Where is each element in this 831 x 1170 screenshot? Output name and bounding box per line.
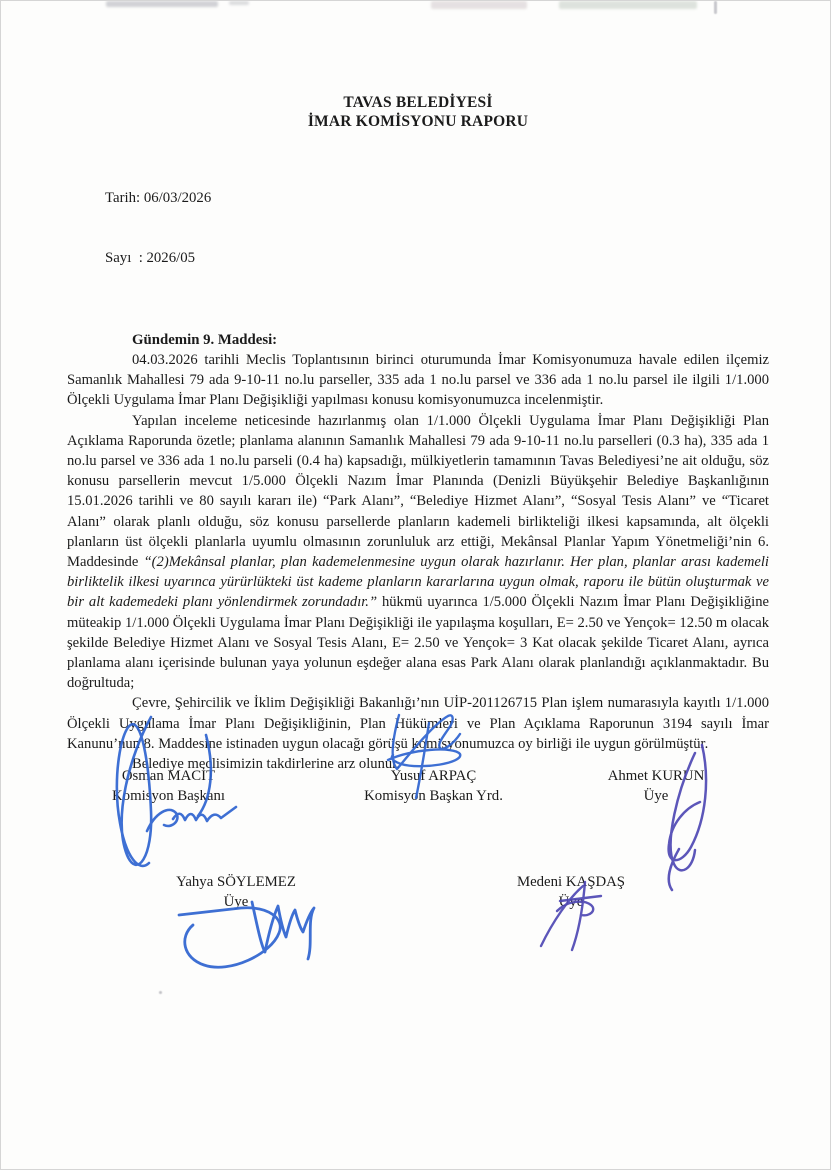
signer-name: Ahmet KURUN bbox=[607, 768, 705, 784]
signer-name: Osman MACİT bbox=[121, 768, 216, 784]
signer-block-medeni-kasdas bbox=[491, 872, 651, 912]
signer-block-yahya-soylemez bbox=[156, 872, 316, 912]
regulation-quote: “(2)Mekânsal planlar, plan kademelenmesine uygun olarak hazırlanır. Her plan, planlar arası kademeli birliktelik ilkesi uyarınca yürürlükteki üst kademe planların kararlarına uygun olmak, raporu ile bütün oluşturmak ve bir alt kademedeki planı yönlendirmek zorundadır.” bbox=[67, 554, 769, 611]
signer-block-ahmet-kurun bbox=[576, 766, 736, 806]
signer-title: Üye bbox=[643, 788, 669, 804]
title-line-2: İMAR KOMİSYONU RAPORU bbox=[307, 113, 529, 130]
document-title bbox=[67, 93, 769, 131]
paragraph-review bbox=[67, 411, 769, 694]
signer-title: Üye bbox=[558, 894, 584, 910]
signer-title: Üye bbox=[223, 894, 249, 910]
document-body bbox=[67, 1, 769, 774]
paragraph-ministry: Çevre, Şehircilik ve İklim Değişikliği Bakanlığı’nın UİP-201126715 Plan işlem numarasıyla kayıtlı 1/1.000 Ölçekli Uygulama İmar Planı Değişikliğinin, Plan Hükümleri ve Plan Açıklama Raporunun 3194 sayılı İmar Kanunu’nun 8. Maddesine istinaden uygun olacağı görüşü komisyonumuzca oy birliği ile uygun görülmüştür. bbox=[67, 695, 769, 752]
signer-title: Komisyon Başkanı bbox=[111, 788, 226, 804]
signer-block-osman-macit bbox=[81, 766, 256, 806]
date-line: Tarih: 06/03/2026 bbox=[105, 190, 212, 206]
agenda-heading: Gündemin 9. Maddesi: bbox=[132, 332, 278, 348]
paragraph-intro: 04.03.2026 tarihli Meclis Toplantısının birinci oturumunda İmar Komisyonumuza havale edilen ilçemiz Samanlık Mahallesi 79 ada 9-10-11 no.lu parseller, 335 ada 1 no.lu parsel ve 336 ada 1 no.lu parsel ile ilgili 1/1.000 Ölçekli Uygulama İmar Planı Değişikliği yapılması konusu komisyonumuzca incelenmiştir. bbox=[67, 352, 769, 409]
review-text-after-quote: hükmü uyarınca 1/5.000 Ölçekli Nazım İmar Planı Değişikliğine müteakip 1/1.000 Ölçekli Uygulama İmar Planı Değişikliği ile yapılaşma koşulları, E= 2.50 ve Yençok= 12.50 m olacak şekilde Belediye Hizmet Alanı ve Sosyal Tesis Alanı, E= 2.50 ve Yençok= 3 Kat olacak şekilde Ticaret Alanı, ayrıca planlama alanı içerisinde bulunan yaya yolunun eşdeğer alana esas Park Alanı olarak planlandığı açıklanmaktadır. Bu doğrultuda; bbox=[67, 594, 769, 692]
document-meta bbox=[105, 148, 769, 308]
signer-title: Komisyon Başkan Yrd. bbox=[364, 788, 503, 804]
signer-block-yusuf-arpac bbox=[341, 766, 526, 806]
scan-speck bbox=[159, 991, 162, 994]
signer-name: Yahya SÖYLEMEZ bbox=[176, 874, 296, 890]
signer-name: Medeni KAŞDAŞ bbox=[516, 874, 626, 890]
signer-name: Yusuf ARPAÇ bbox=[390, 768, 477, 784]
review-text-before-quote: Yapılan inceleme neticesinde hazırlanmış olan 1/1.000 Ölçekli Uygulama İmar Planı Değişikliği Plan Açıklama Raporunda özetle; planlama alanının Samanlık Mahallesi 79 ada 9-10-11 no.lu parselleri (0.3 ha), 335 ada 1 no.lu parsel ve 336 ada 1 no.lu parseli (0.4 ha) kapsadığı, mülkiyetlerin tamamının Tavas Belediyesi’ne ait olduğu, söz konusu parsellerin mevcut 1/5.000 Ölçekli Nazım İmar Planında (Denizli Büyükşehir Belediye Başkanlığının 15.01.2026 tarihli ve 80 sayılı kararı ile) “Park Alanı”, “Belediye Hizmet Alanı”, “Sosyal Tesis Alanı” ve “Ticaret Alanı” olarak planlı olduğu, söz konusu parsellerde planların kademeli birlikteliği ilkesi kapsamında, alt ölçekli planların üst ölçekli planlarla uyumlu olmasının zorunluluk arz ettiği, Mekânsal Planlar Yapım Yönetmeliği’nin 6. Maddesinde bbox=[67, 412, 769, 571]
title-line-1: TAVAS BELEDİYESİ bbox=[343, 94, 493, 111]
number-line: Sayı : 2026/05 bbox=[105, 250, 196, 266]
paragraph-closing: Belediye meclisimizin takdirlerine arz olunur. bbox=[132, 756, 400, 773]
